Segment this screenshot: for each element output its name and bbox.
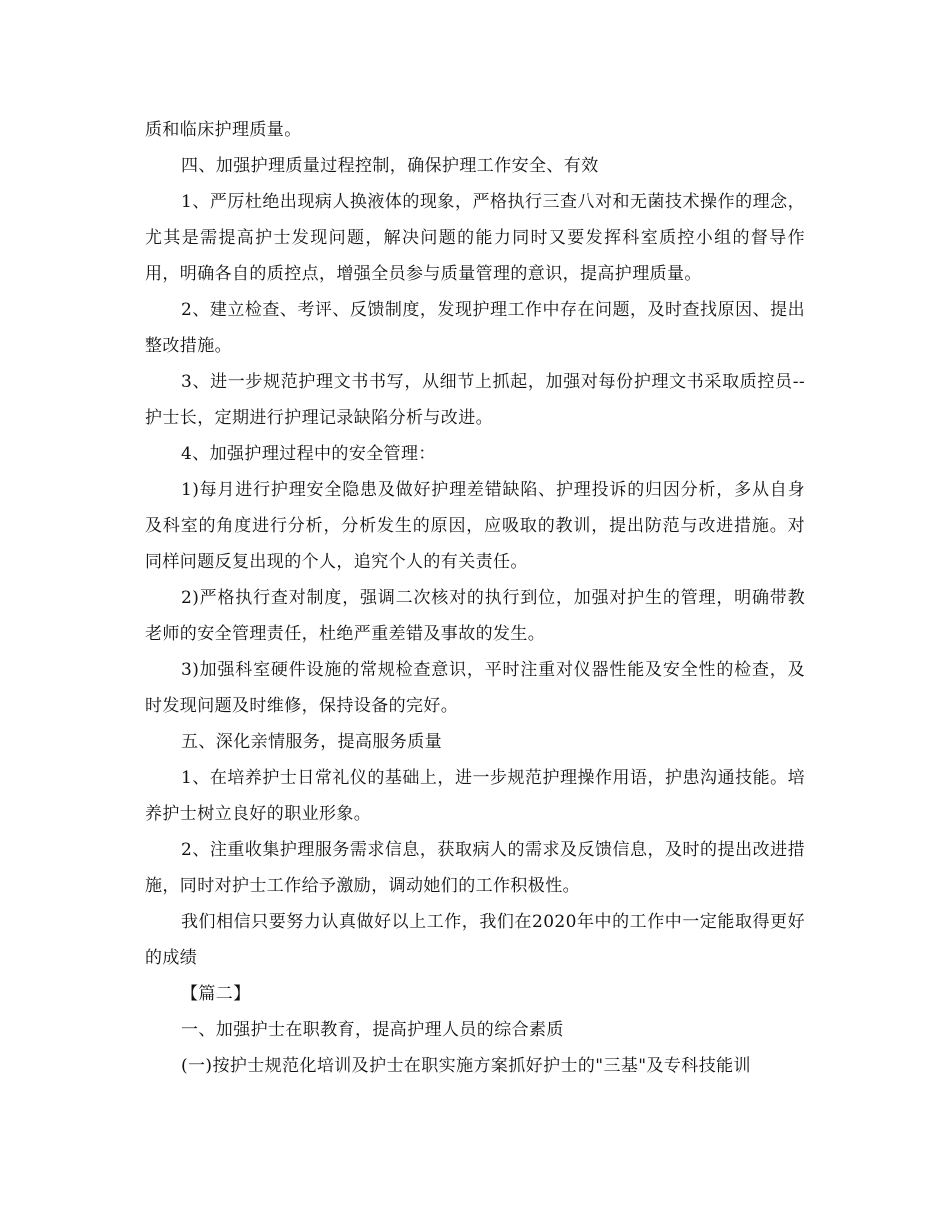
paragraph: 2)严格执行查对制度，强调二次核对的执行到位，加强对护生的管理，明确带教老师的安全管理责任，杜绝严重差错及事故的发生。 bbox=[145, 588, 805, 644]
paragraph: (一)按护士规范化培训及护士在职实施方案抓好护士的"三基"及专科技能训 bbox=[181, 1056, 751, 1076]
paragraph: 我们相信只要努力认真做好以上工作，我们在2020年中的工作中一定能取得更好的成绩 bbox=[145, 912, 805, 968]
paragraph: 3、进一步规范护理文书书写，从细节上抓起，加强对每份护理文书采取质控员--护士长，定期进行护理记录缺陷分析与改进。 bbox=[145, 372, 805, 428]
paragraph: 质和临床护理质量。 bbox=[145, 120, 302, 140]
paragraph: 2、注重收集护理服务需求信息，获取病人的需求及反馈信息，及时的提出改进措施，同时对护士工作给予激励，调动她们的工作积极性。 bbox=[145, 840, 805, 896]
section-heading: 五、深化亲情服务，提高服务质量 bbox=[181, 732, 442, 752]
paragraph: 1、严厉杜绝出现病人换液体的现象，严格执行三查八对和无菌技术操作的理念，尤其是需提高护士发现问题，解决问题的能力同时又要发挥科室质控小组的督导作用，明确各自的质控点，增强全员参与质量管理的意识，提高护理质量。 bbox=[145, 192, 805, 284]
paragraph: 3)加强科室硬件设施的常规检查意识，平时注重对仪器性能及安全性的检查，及时发现问题及时维修，保持设备的完好。 bbox=[145, 660, 805, 716]
section-heading: 四、加强护理质量过程控制，确保护理工作安全、有效 bbox=[181, 156, 599, 176]
part-heading: 【篇二】 bbox=[181, 984, 251, 1004]
document-body bbox=[145, 112, 805, 1084]
paragraph: 1)每月进行护理安全隐患及做好护理差错缺陷、护理投诉的归因分析，多从自身及科室的角度进行分析，分析发生的原因，应吸取的教训，提出防范与改进措施。对同样问题反复出现的个人，追究个人的有关责任。 bbox=[145, 480, 805, 572]
paragraph: 1、在培养护士日常礼仪的基础上，进一步规范护理操作用语，护患沟通技能。培养护士树立良好的职业形象。 bbox=[145, 768, 805, 824]
section-heading: 一、加强护士在职教育，提高护理人员的综合素质 bbox=[181, 1020, 564, 1040]
paragraph: 2、建立检查、考评、反馈制度，发现护理工作中存在问题，及时查找原因、提出整改措施。 bbox=[145, 300, 805, 356]
paragraph: 4、加强护理过程中的安全管理： bbox=[181, 444, 436, 464]
